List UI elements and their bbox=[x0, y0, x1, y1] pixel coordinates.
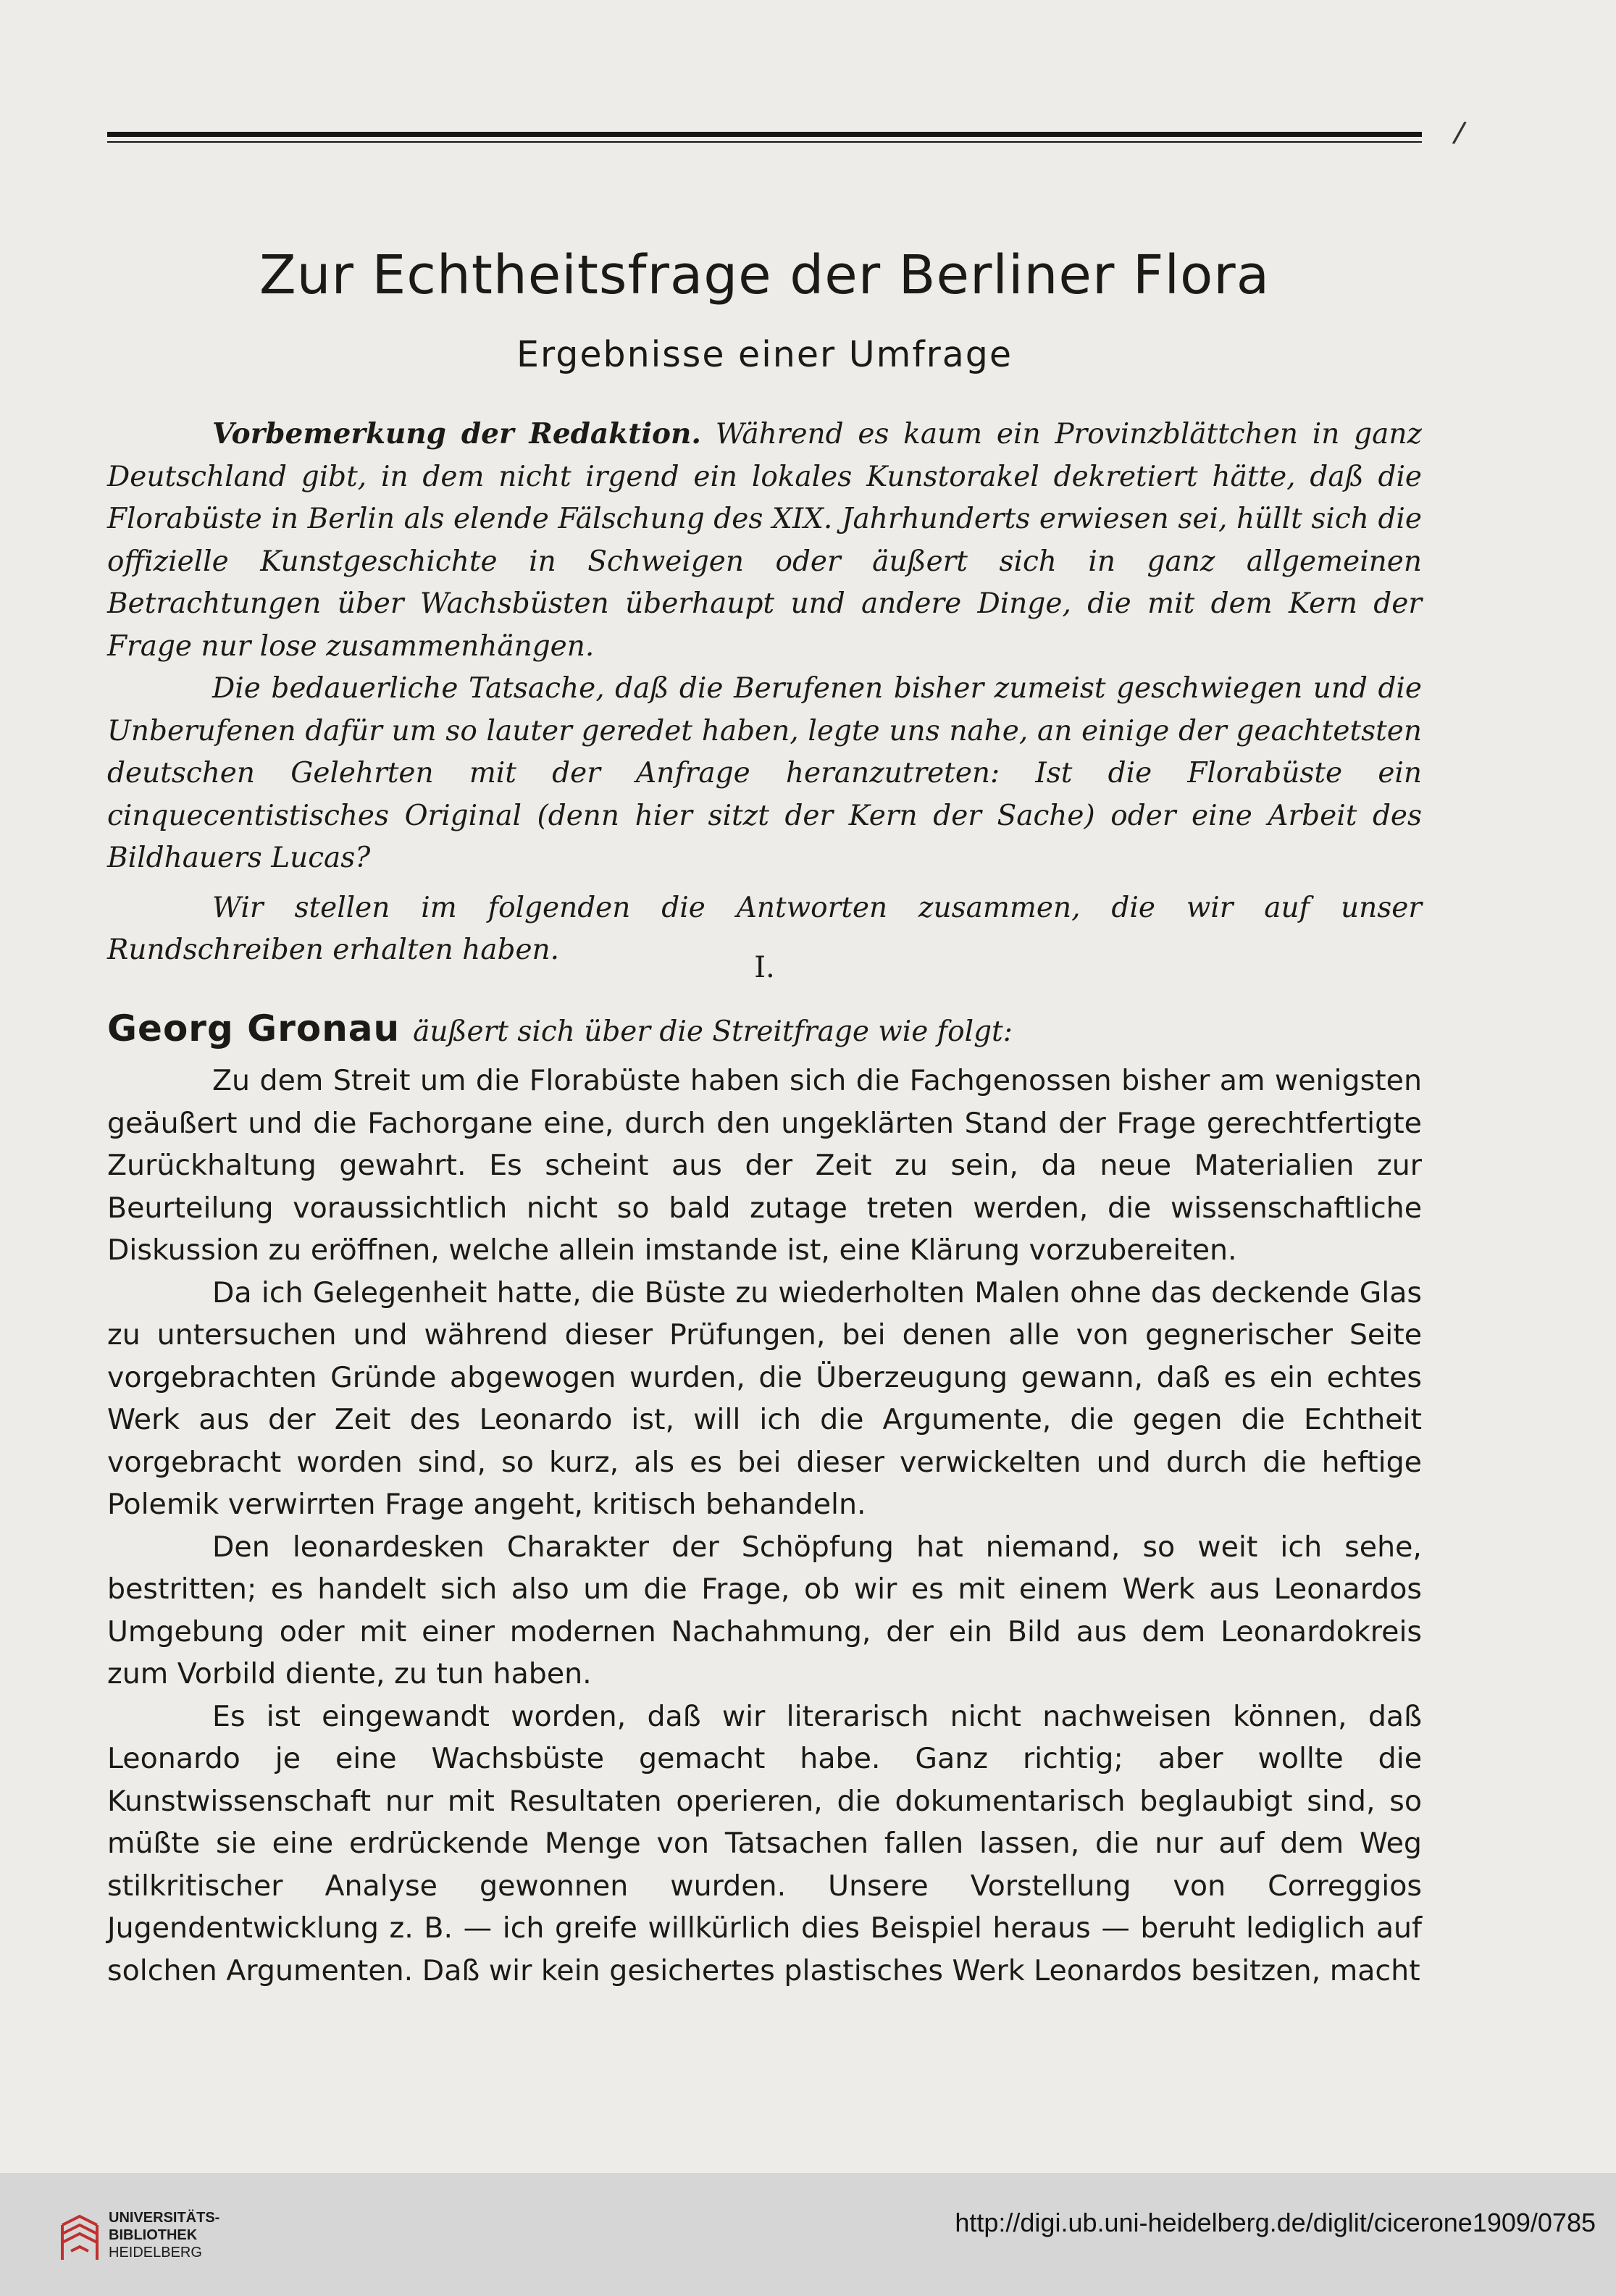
section-heading-rest: äußert sich über die Streitfrage wie folgt: bbox=[413, 1015, 1013, 1048]
top-rule bbox=[107, 132, 1422, 137]
preface-paragraph-2: Die bedauerliche Tatsache, daß die Berufenen bisher zumeist geschwiegen und die Unberufenen dafür um so lauter geredet haben, legte uns nahe, an einige der geachtetsten deutschen Gelehrten mit der Anfrage heranzutreten: Ist die Florabüste ein cinquecentistisches Original (denn hier sitzt der Kern der Sache) oder eine Arbeit des Bildhauers Lucas? bbox=[107, 672, 1422, 874]
top-rule-thin bbox=[107, 141, 1422, 143]
library-footer bbox=[0, 2173, 1616, 2296]
corner-pencil-mark: / bbox=[1451, 115, 1468, 150]
article-subtitle: Ergebnisse einer Umfrage bbox=[516, 334, 1013, 375]
body-paragraph: Da ich Gelegenheit hatte, die Büste zu wiederholten Malen ohne das deckende Glas zu untersuchen und während dieser Prüfungen, bei denen alle von gegnerischer Seite vorgebrachten Gründe abgewogen wurden, die Überzeugung gewann, daß es ein echtes Werk aus der Zeit des Leonardo ist, will ich die Argumente, die gegen die Echtheit vorgebracht worden sind, so kurz, als es bei dieser verwickelten und durch die heftige Polemik verwirrten Frage angeht, kritisch behandeln. bbox=[107, 1275, 1422, 1521]
library-name bbox=[109, 2209, 219, 2261]
preface-paragraph-1 bbox=[107, 413, 1422, 668]
book-stack-logo-icon bbox=[58, 2211, 101, 2263]
section-heading bbox=[107, 1003, 1422, 1063]
author-name: Georg Gronau bbox=[107, 1007, 401, 1049]
editorial-preface bbox=[107, 413, 1422, 972]
article-body bbox=[107, 1060, 1422, 1992]
library-name-line-3: HEIDELBERG bbox=[109, 2245, 202, 2261]
preface-lead: Vorbemerkung der Redaktion. bbox=[212, 417, 701, 451]
body-paragraph: Den leonardesken Charakter der Schöpfung hat niemand, so weit ich sehe, bestritten; es handelt sich also um die Frage, ob wir es mit einem Werk aus Leonardos Umgebung oder mit einer modernen Nachahmung, der ein Bild aus dem Leonardokreis zum Vorbild diente, zu tun haben. bbox=[107, 1530, 1422, 1690]
article-title: Zur Echtheitsfrage der Berliner Flora bbox=[259, 244, 1270, 306]
body-paragraph: Zu dem Streit um die Florabüste haben sich die Fachgenossen bisher am wenigsten geäußert und die Fachorgane eine, durch den ungeklärten Stand der Frage gerechtfertigte Zurückhaltung gewahrt. Es scheint aus der Zeit zu sein, da neue Materialien zur Beurteilung voraussichtlich nicht so bald zutage treten werden, die wissenschaftliche Diskussion zu eröffnen, welche allein imstande ist, eine Klärung vorzubereiten. bbox=[107, 1064, 1422, 1267]
section-number: I. bbox=[754, 951, 775, 984]
library-name-line-2: BIBLIOTHEK bbox=[109, 2227, 198, 2243]
library-name-line-1: UNIVERSITÄTS- bbox=[109, 2210, 220, 2226]
body-paragraph: Es ist eingewandt worden, daß wir literarisch nicht nachweisen können, daß Leonardo je eine Wachsbüste gemacht habe. Ganz richtig; aber wollte die Kunstwissenschaft nur mit Resultaten operieren, die dokumentarisch beglaubigt sind, so müßte sie eine erdrückende Menge von Tatsachen fallen lassen, die nur auf dem Weg stilkritischer Analyse gewonnen wurden. Unsere Vorstellung von Correggios Jugendentwicklung z. B. — ich greife willkürlich dies Beispiel heraus — beruht lediglich auf solchen Argumenten. Daß wir kein gesichertes plastisches Werk Leonardos besitzen, macht bbox=[107, 1699, 1422, 1987]
preface-text-1: Während es kaum ein Provinzblättchen in ganz Deutschland gibt, in dem nicht irgend ein lokales Kunstorakel dekretiert hätte, daß die Florabüste in Berlin als elende Fälschung des XIX. Jahrhunderts erwiesen sei, hüllt sich die offizielle Kunstgeschichte in Schweigen oder äußert sich in ganz allgemeinen Betrachtungen über Wachsbüsten überhaupt und andere Dinge, die mit dem Kern der Frage nur lose zusammenhängen. bbox=[107, 418, 1422, 663]
source-url-link[interactable]: http://digi.ub.uni-heidelberg.de/diglit/cicerone1909/0785 bbox=[955, 2208, 1596, 2237]
preface-paragraph-3: Wir stellen im folgenden die Antworten zusammen, die wir auf unser Rundschreiben erhalten haben. bbox=[107, 891, 1422, 966]
